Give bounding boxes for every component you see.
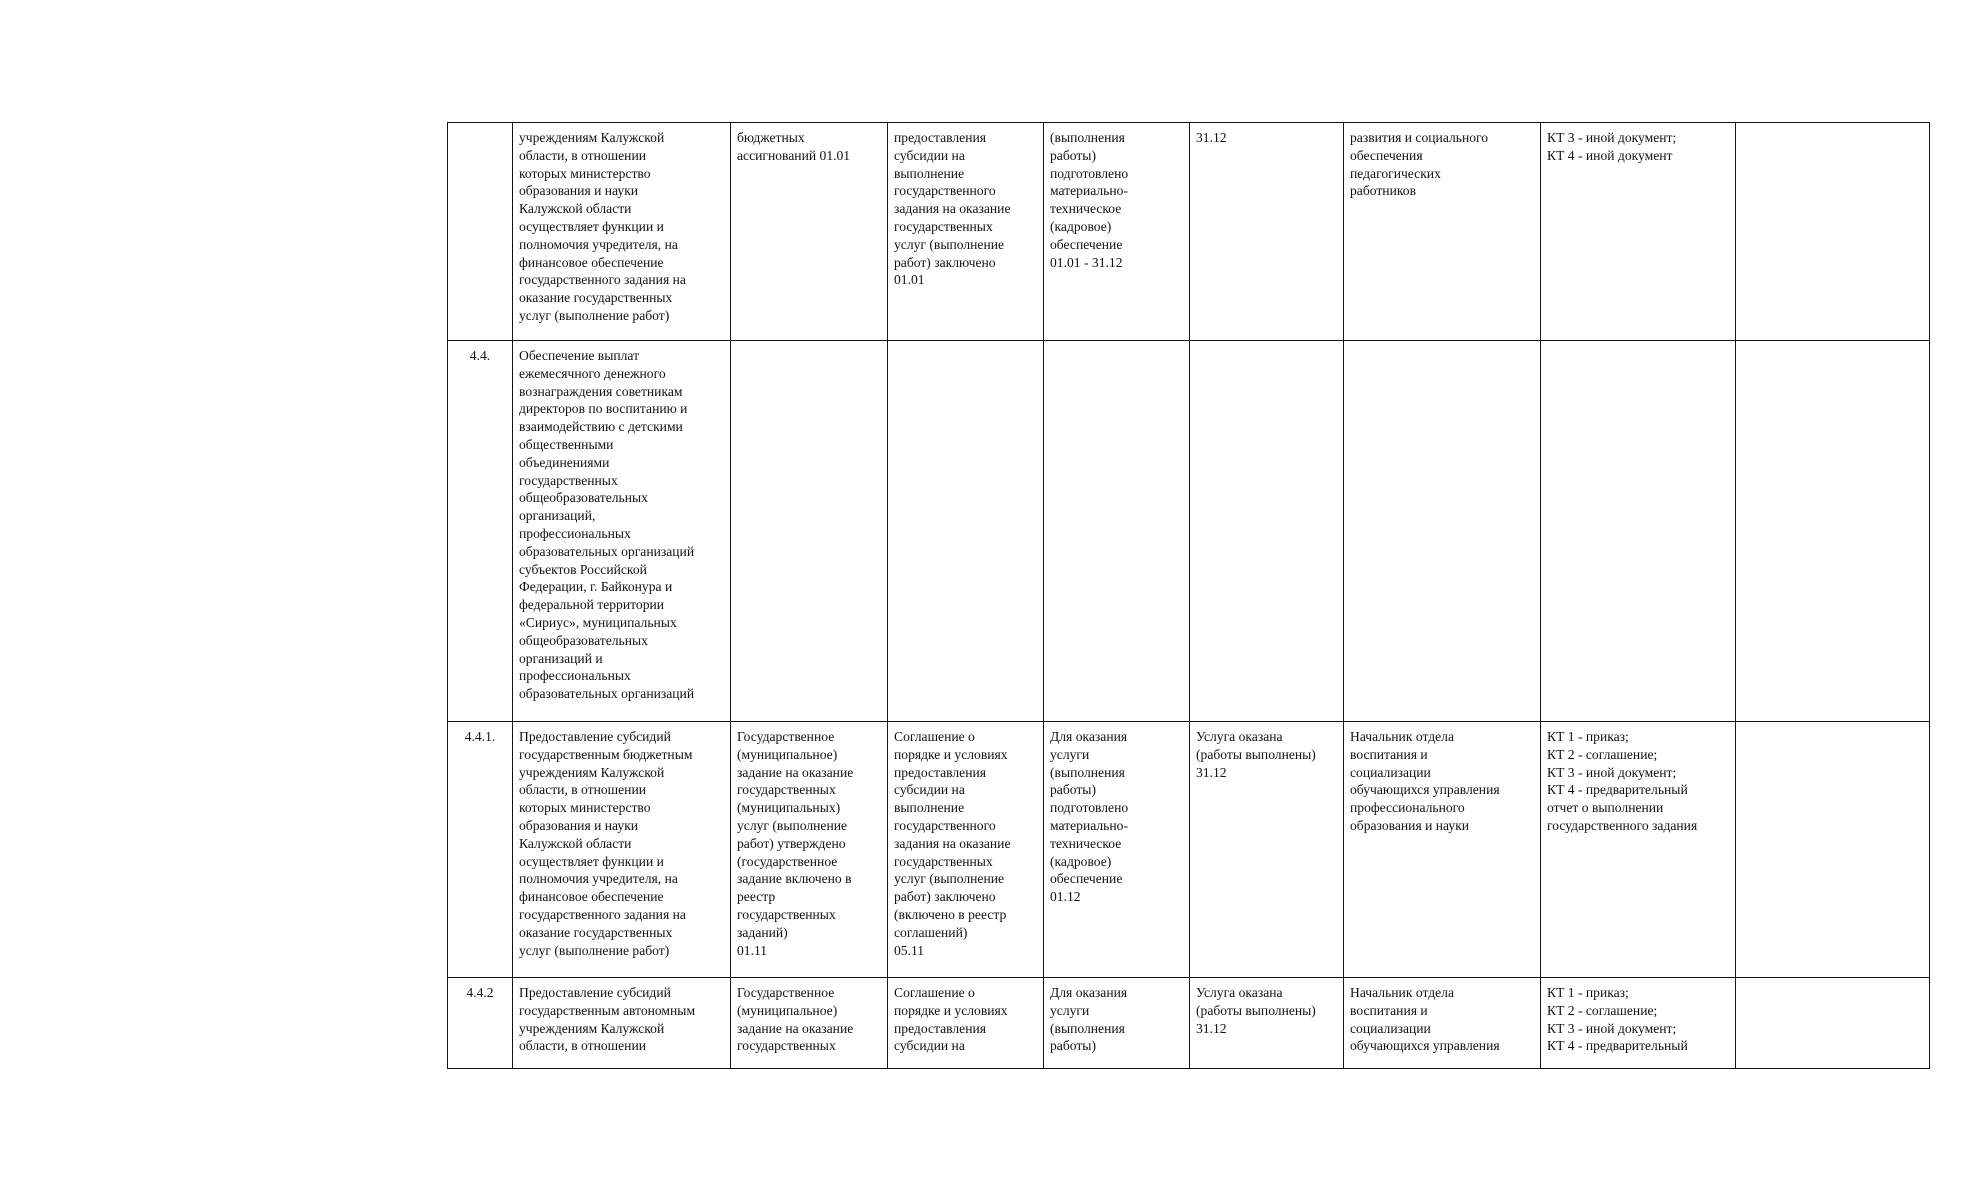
document-cell bbox=[1541, 341, 1736, 722]
checkpoint-2-cell: предоставления субсидии на выполнение государственного задания на оказание государственных услуг (выполнение работ) заключено 01.01 bbox=[888, 123, 1044, 341]
checkpoint-3-cell bbox=[1044, 341, 1190, 722]
table-row bbox=[448, 123, 1930, 341]
checkpoint-3-cell: Для оказания услуги (выполнения работы) подготовлено материально- техническое (кадровое) обеспечение 01.12 bbox=[1044, 722, 1190, 978]
responsible-cell bbox=[1344, 341, 1541, 722]
checkpoint-3-cell: Для оказания услуги (выполнения работы) bbox=[1044, 978, 1190, 1069]
extra-cell bbox=[1736, 341, 1930, 722]
checkpoint-1-cell: Государственное (муниципальное) задание на оказание государственных (муниципальных) услуг (выполнение работ) утверждено (государственное задание включено в реестр государственных заданий) 01.11 bbox=[731, 722, 888, 978]
document-cell: КТ 3 - иной документ; КТ 4 - иной документ bbox=[1541, 123, 1736, 341]
row-number-cell: 4.4.1. bbox=[448, 722, 513, 978]
checkpoint-4-cell: Услуга оказана (работы выполнены) 31.12 bbox=[1190, 978, 1344, 1069]
checkpoint-1-cell: бюджетных ассигнований 01.01 bbox=[731, 123, 888, 341]
row-number-cell: 4.4. bbox=[448, 341, 513, 722]
event-name-cell: Предоставление субсидий государственным автономным учреждениям Калужской области, в отношении bbox=[513, 978, 731, 1069]
extra-cell bbox=[1736, 123, 1930, 341]
table-row bbox=[448, 341, 1930, 722]
checkpoint-3-cell: (выполнения работы) подготовлено материально- техническое (кадровое) обеспечение 01.01 - 31.12 bbox=[1044, 123, 1190, 341]
checkpoint-2-cell: Соглашение о порядке и условиях предоставления субсидии на bbox=[888, 978, 1044, 1069]
event-name-cell: учреждениям Калужской области, в отношении которых министерство образования и науки Калужской области осуществляет функции и полномочия учредителя, на финансовое обеспечение государственного задания на оказание государственных услуг (выполнение работ) bbox=[513, 123, 731, 341]
checkpoint-4-cell bbox=[1190, 341, 1344, 722]
event-name-cell: Обеспечение выплат ежемесячного денежного вознаграждения советникам директоров по воспитанию и взаимодействию с детскими общественными объединениями государственных общеобразовательных организаций, профессиональных образовательных организаций субъектов Российской Федерации, г. Байконура и федеральной территории «Сириус», муниципальных общеобразовательных организаций и профессиональных образовательных организаций bbox=[513, 341, 731, 722]
row-number-cell bbox=[448, 123, 513, 341]
extra-cell bbox=[1736, 978, 1930, 1069]
table-row bbox=[448, 978, 1930, 1069]
checkpoint-1-cell bbox=[731, 341, 888, 722]
checkpoint-4-cell: 31.12 bbox=[1190, 123, 1344, 341]
document-cell: КТ 1 - приказ; КТ 2 - соглашение; КТ 3 - иной документ; КТ 4 - предварительный отчет о выполнении государственного задания bbox=[1541, 722, 1736, 978]
document-cell: КТ 1 - приказ; КТ 2 - соглашение; КТ 3 - иной документ; КТ 4 - предварительный bbox=[1541, 978, 1736, 1069]
extra-cell bbox=[1736, 722, 1930, 978]
checkpoint-1-cell: Государственное (муниципальное) задание на оказание государственных bbox=[731, 978, 888, 1069]
responsible-cell: Начальник отдела воспитания и социализации обучающихся управления профессионального образования и науки bbox=[1344, 722, 1541, 978]
checkpoint-2-cell: Соглашение о порядке и условиях предоставления субсидии на выполнение государственного задания на оказание государственных услуг (выполнение работ) заключено (включено в реестр соглашений) 05.11 bbox=[888, 722, 1044, 978]
row-number-cell: 4.4.2 bbox=[448, 978, 513, 1069]
plan-table bbox=[447, 122, 1930, 1069]
responsible-cell: развития и социального обеспечения педагогических работников bbox=[1344, 123, 1541, 341]
responsible-cell: Начальник отдела воспитания и социализации обучающихся управления bbox=[1344, 978, 1541, 1069]
checkpoint-2-cell bbox=[888, 341, 1044, 722]
checkpoint-4-cell: Услуга оказана (работы выполнены) 31.12 bbox=[1190, 722, 1344, 978]
table-row bbox=[448, 722, 1930, 978]
event-name-cell: Предоставление субсидий государственным бюджетным учреждениям Калужской области, в отношении которых министерство образования и науки Калужской области осуществляет функции и полномочия учредителя, на финансовое обеспечение государственного задания на оказание государственных услуг (выполнение работ) bbox=[513, 722, 731, 978]
